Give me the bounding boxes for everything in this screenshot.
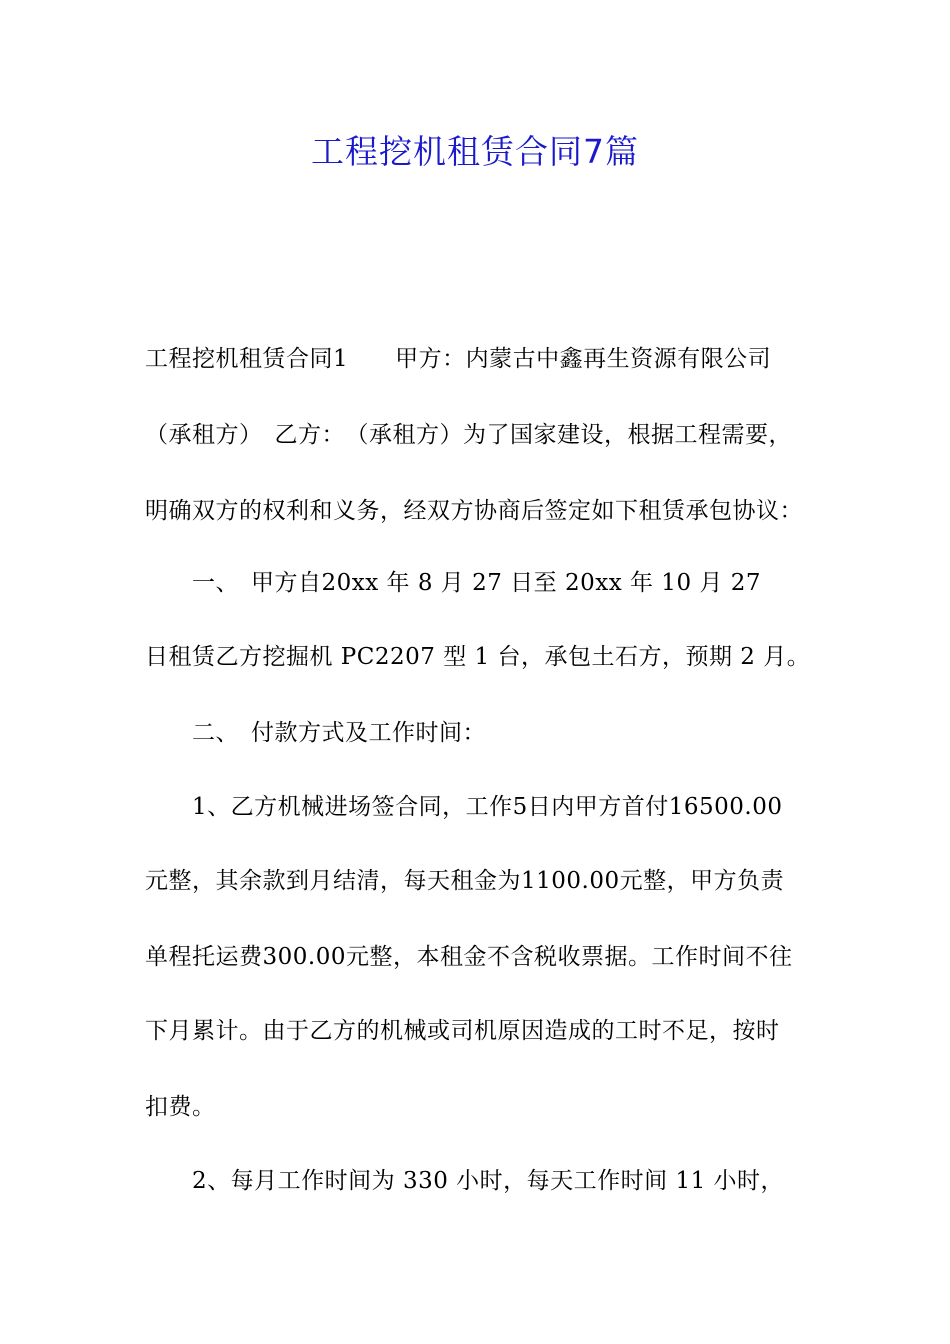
text-line-9: 单程托运费300.00元整，本租金不含税收票据。工作时间不往 [145, 944, 793, 970]
text-line-2: （承租方） 乙方： （承租方）为了国家建设，根据工程需要， [145, 422, 792, 448]
text-line-4: 一、 甲方自20xx 年 8 月 27 日至 20xx 年 10 月 27 [192, 570, 761, 596]
document-title: 工程挖机租赁合同7篇 [311, 132, 639, 171]
text-line-5: 日租赁乙方挖掘机 PC2207 型 1 台，承包土石方，预期 2 月。 [145, 644, 811, 670]
text-line-1: 工程挖机租赁合同1 甲方：内蒙古中鑫再生资源有限公司 [145, 346, 772, 372]
text-line-6: 二、 付款方式及工作时间： [192, 720, 486, 746]
text-line-3: 明确双方的权利和义务，经双方协商后签定如下租赁承包协议： [145, 498, 803, 524]
text-line-10: 下月累计。由于乙方的机械或司机原因造成的工时不足，按时 [145, 1018, 780, 1044]
text-line-7: 1、乙方机械进场签合同，工作5日内甲方首付16500.00 [192, 794, 783, 820]
text-line-8: 元整，其余款到月结清，每天租金为1100.00元整，甲方负责 [145, 868, 785, 894]
text-line-12: 2、每月工作时间为 330 小时，每天工作时间 11 小时， [192, 1168, 785, 1194]
text-line-11: 扣费。 [145, 1094, 216, 1120]
